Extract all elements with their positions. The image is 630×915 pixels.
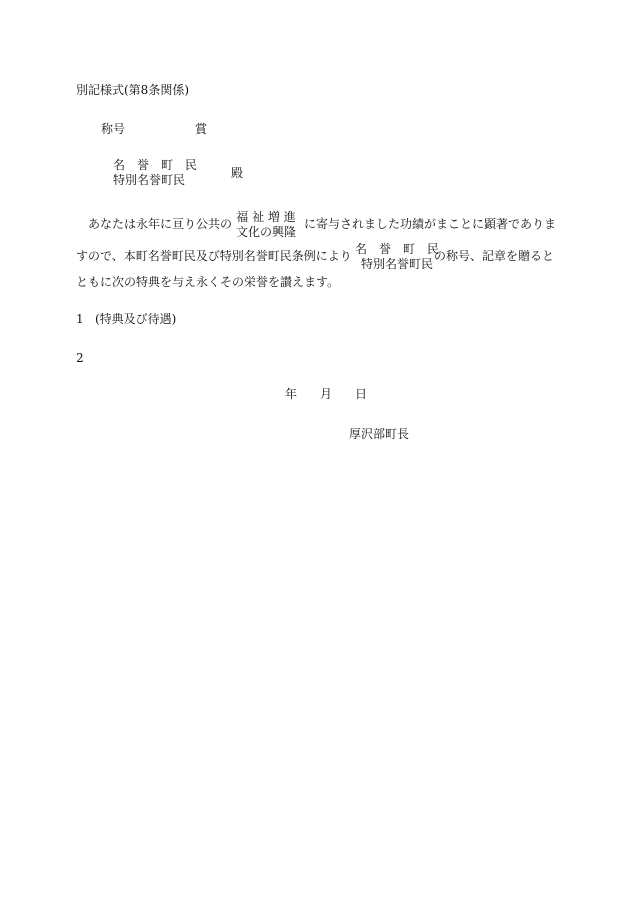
fields-stack [236,210,296,240]
addressee-honorific: 殿 [231,166,244,180]
title-bottom: 特別名誉町民 [361,257,434,271]
addressee-line-1: 名 誉 町 民 [113,158,198,172]
addressee-stack [113,158,197,188]
fields-top: 福 祉 増 進 [236,210,296,224]
body-line-1-start: あなたは永年に亘り公共の [76,217,233,231]
title-label: 称号 [101,122,126,136]
body-line-1-end: に寄与されました功績がまことに顕著でありま [304,217,557,231]
item-1-text: (特典及び待遇) [95,312,177,326]
body-line-3: ともに次の特典を与え永くその栄誉を讃えます。 [76,275,340,289]
item-1-number: 1 [76,312,84,326]
date-day: 日 [355,387,368,401]
date-year: 年 [285,387,298,401]
title-top: 名 誉 町 民 [355,242,440,256]
date-month: 月 [320,387,333,401]
form-title: 別記様式(第8条関係) [76,83,189,97]
title-suffix: 賞 [195,122,208,136]
body-line-2-start: すので、本町名誉町民及び特別名誉町民条例により [76,249,352,263]
item-2-number: 2 [76,351,84,365]
fields-bottom: 文化の興隆 [236,225,297,239]
issuer-signature: 厚沢部町長 [349,427,410,441]
body-line-2-end: の称号、記章を贈ると [434,249,555,263]
addressee-line-2: 特別名誉町民 [113,173,186,187]
title-stack [355,242,439,272]
